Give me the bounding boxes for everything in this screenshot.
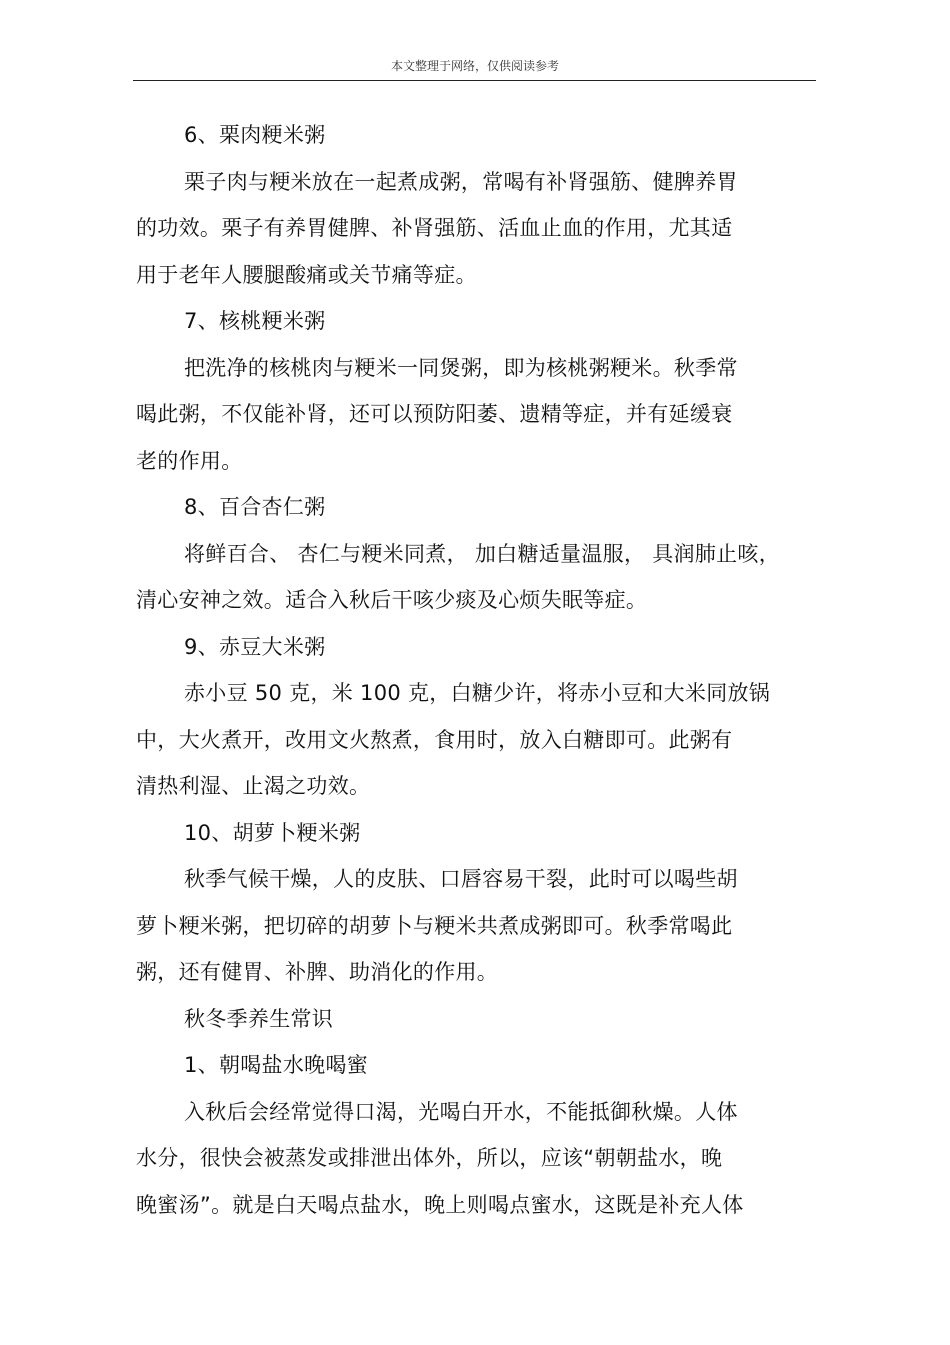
- text-line: 水分，很快会被蒸发或排泄出体外，所以，应该“朝朝盐水，晚: [136, 1146, 723, 1170]
- page-header-note: 本文整理于网络，仅供阅读参考: [390, 59, 559, 73]
- text-line: 将鲜百合、 杏仁与粳米同煮， 加白糖适量温服， 具润肺止咳，: [184, 541, 781, 566]
- text-line: 8、百合杏仁粥: [184, 495, 326, 519]
- text-line: 的功效。栗子有养胃健脾、补肾强筋、活血止血的作用，尤其适: [136, 216, 733, 240]
- text-line: 中，大火煮开，改用文火熬煮，食用时，放入白糖即可。此粥有: [136, 727, 733, 752]
- document-body: [136, 112, 796, 1228]
- text-line: 赤小豆 50 克，米 100 克，白糖少许，将赤小豆和大米同放锅: [184, 681, 771, 705]
- text-line: 清热利湿、止渴之功效。: [136, 774, 371, 798]
- text-line: 喝此粥，不仅能补肾，还可以预防阳萎、遗精等症，并有延缓衰: [136, 402, 733, 426]
- text-line: 1、朝喝盐水晚喝蜜: [184, 1053, 369, 1077]
- text-line: 栗子肉与粳米放在一起煮成粥，常喝有补肾强筋、健脾养胃: [184, 169, 738, 194]
- text-line: 秋冬季养生常识: [184, 1006, 334, 1031]
- text-line: 晚蜜汤”。就是白天喝点盐水，晚上则喝点蜜水，这既是补充人体: [136, 1192, 744, 1217]
- text-line: 老的作用。: [136, 448, 243, 473]
- text-line: 用于老年人腰腿酸痛或关节痛等症。: [136, 262, 477, 287]
- text-line: 萝卜粳米粥，把切碎的胡萝卜与粳米共煮成粥即可。秋季常喝此: [136, 913, 733, 938]
- text-line: 把洗净的核桃肉与粳米一同煲粥，即为核桃粥粳米。秋季常: [184, 355, 738, 380]
- text-line: 清心安神之效。适合入秋后干咳少痰及心烦失眠等症。: [136, 588, 648, 612]
- text-line: 粥，还有健胃、补脾、助消化的作用。: [136, 960, 499, 984]
- text-line: 10、胡萝卜粳米粥: [184, 820, 361, 845]
- text-line: 6、栗肉粳米粥: [184, 123, 326, 147]
- text-line: 入秋后会经常觉得口渴，光喝白开水，不能抵御秋燥。人体: [184, 1099, 738, 1124]
- text-line: 7、核桃粳米粥: [184, 309, 326, 333]
- text-line: 9、赤豆大米粥: [184, 634, 326, 659]
- text-line: 秋季气候干燥，人的皮肤、口唇容易干裂，此时可以喝些胡: [184, 867, 738, 891]
- header-divider: [133, 80, 816, 81]
